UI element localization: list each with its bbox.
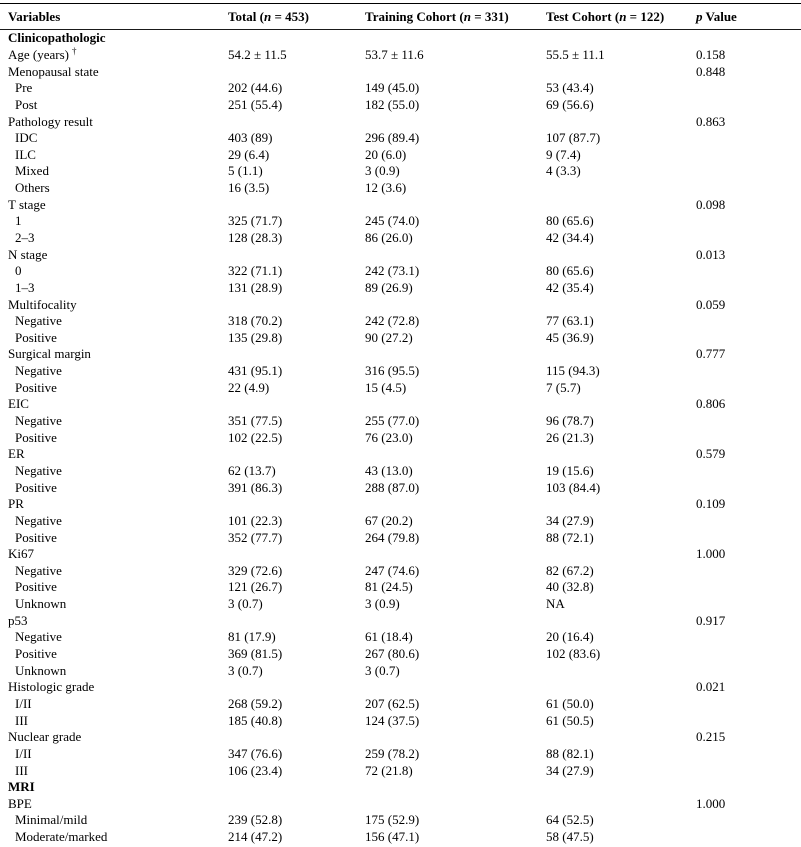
variable-cell [0, 197, 228, 213]
variable-cell [0, 346, 228, 362]
variable-cell [0, 47, 228, 63]
variable-cell [0, 629, 228, 645]
variable-cell [0, 613, 228, 629]
variable-label: III [15, 762, 28, 778]
training-cohort-cell: 242 (72.8) [365, 313, 420, 329]
table-row [0, 230, 801, 247]
table-row [0, 379, 801, 396]
test-cohort-cell: 107 (87.7) [546, 130, 601, 146]
training-cohort-cell: 255 (77.0) [365, 413, 420, 429]
variable-cell [0, 812, 228, 828]
variable-label: Ki67 [8, 546, 34, 562]
test-cohort-cell: 53 (43.4) [546, 80, 594, 96]
variable-label: I/II [15, 745, 32, 761]
training-cohort-cell: 53.7 ± 11.6 [365, 46, 424, 62]
table-row [0, 496, 801, 513]
training-cohort-cell: 3 (0.9) [365, 163, 400, 179]
test-cohort-cell: 34 (27.9) [546, 512, 594, 528]
variable-cell [0, 563, 228, 579]
total-cell: 347 (76.6) [228, 745, 283, 761]
variable-label: Negative [15, 313, 62, 329]
table-row [0, 30, 801, 47]
total-cell: 351 (77.5) [228, 413, 283, 429]
variable-cell [0, 313, 228, 329]
training-cohort-cell: 259 (78.2) [365, 745, 420, 761]
variable-label: Negative [15, 512, 62, 528]
variable-cell [0, 430, 228, 446]
variable-cell [0, 480, 228, 496]
variable-cell [0, 163, 228, 179]
p-value-cell: 0.917 [696, 612, 726, 628]
column-header-p-value [696, 9, 801, 25]
table-row [0, 662, 801, 679]
training-cohort-cell: 86 (26.0) [365, 230, 413, 245]
p-value-cell: 0.863 [696, 113, 726, 129]
variable-label: T stage [8, 196, 46, 212]
test-cohort-cell: 45 (36.9) [546, 329, 594, 345]
variable-cell [0, 446, 228, 462]
variable-cell [0, 297, 228, 313]
test-cohort-cell: 7 (5.7) [546, 379, 581, 395]
p-value-cell: 0.848 [696, 63, 726, 79]
p-value-cell: 0.806 [696, 396, 726, 412]
training-cohort-cell: 61 (18.4) [365, 629, 413, 645]
table-row [0, 280, 801, 297]
test-cohort-cell: 64 (52.5) [546, 812, 594, 828]
variable-cell [0, 280, 228, 296]
total-cell: 135 (29.8) [228, 329, 283, 345]
training-cohort-cell: 182 (55.0) [365, 96, 420, 112]
training-cohort-cell: 90 (27.2) [365, 329, 413, 345]
training-cohort-cell: 12 (3.6) [365, 180, 407, 196]
table-row [0, 779, 801, 796]
total-cell: 22 (4.9) [228, 379, 270, 395]
test-cohort-cell: 115 (94.3) [546, 363, 600, 379]
variable-label: 0 [15, 263, 22, 279]
variable-cell [0, 829, 228, 845]
total-cell: 369 (81.5) [228, 646, 283, 662]
table-row [0, 213, 801, 230]
variable-cell [0, 213, 228, 229]
table-row [0, 330, 801, 347]
training-cohort-cell: 43 (13.0) [365, 462, 413, 478]
p-value-cell: 1.000 [696, 546, 726, 562]
table-row [0, 313, 801, 330]
variable-cell [0, 30, 228, 46]
p-value-cell: 0.098 [696, 196, 726, 212]
variable-cell [0, 729, 228, 745]
training-cohort-cell: 242 (73.1) [365, 263, 420, 279]
variable-cell [0, 180, 228, 196]
table-row [0, 130, 801, 147]
training-cohort-cell: 67 (20.2) [365, 512, 413, 528]
column-header-total [228, 9, 365, 25]
table-row [0, 363, 801, 380]
table-row [0, 413, 801, 430]
training-cohort-cell: 245 (74.0) [365, 213, 420, 229]
variable-cell [0, 546, 228, 562]
total-cell: 101 (22.3) [228, 512, 283, 528]
training-cohort-cell: 20 (6.0) [365, 146, 407, 162]
table-row [0, 829, 801, 846]
test-cohort-cell: 77 (63.1) [546, 313, 594, 329]
variable-cell [0, 263, 228, 279]
total-cell: 391 (86.3) [228, 479, 283, 495]
test-cohort-cell: 4 (3.3) [546, 163, 581, 179]
test-cohort-cell: 34 (27.9) [546, 762, 594, 778]
test-cohort-cell: 26 (21.3) [546, 429, 594, 445]
variable-cell [0, 463, 228, 479]
table-row [0, 762, 801, 779]
table-row [0, 579, 801, 596]
variable-label: Minimal/mild [15, 812, 88, 828]
table-row [0, 529, 801, 546]
column-header-variables [0, 9, 228, 25]
variable-label: PR [8, 496, 24, 512]
table-header-row [0, 3, 801, 30]
variable-cell [0, 513, 228, 529]
variable-label: Clinicopathologic [8, 30, 106, 46]
table-row [0, 513, 801, 530]
variable-label: BPE [8, 795, 32, 811]
total-cell: 268 (59.2) [228, 695, 283, 711]
total-cell: 214 (47.2) [228, 829, 283, 845]
variable-label: Post [15, 96, 38, 112]
variable-label: p53 [8, 612, 28, 628]
table-row [0, 546, 801, 563]
table-row [0, 346, 801, 363]
column-header-text: = 453) [271, 8, 309, 24]
table-row [0, 646, 801, 663]
variable-cell [0, 746, 228, 762]
variable-label: Mixed [15, 163, 49, 179]
p-value-cell: 0.215 [696, 729, 726, 745]
training-cohort-cell: 207 (62.5) [365, 695, 420, 711]
table-row [0, 246, 801, 263]
variable-label: Positive [15, 529, 57, 545]
table-row [0, 563, 801, 580]
total-cell: 131 (28.9) [228, 279, 283, 295]
variable-cell [0, 663, 228, 679]
column-header-training-cohort [365, 9, 546, 25]
table-row [0, 63, 801, 80]
total-cell: 128 (28.3) [228, 230, 283, 245]
variable-cell [0, 763, 228, 779]
training-cohort-cell: 72 (21.8) [365, 762, 413, 778]
dagger-footnote-marker: † [72, 45, 77, 56]
training-cohort-cell: 175 (52.9) [365, 812, 420, 828]
table-row [0, 113, 801, 130]
variable-label: Nuclear grade [8, 729, 82, 745]
table-row [0, 729, 801, 746]
table-row [0, 629, 801, 646]
variable-label: 2–3 [15, 230, 35, 245]
training-cohort-cell: 76 (23.0) [365, 429, 413, 445]
variable-label: MRI [8, 779, 35, 795]
table-row [0, 812, 801, 829]
training-cohort-cell: 3 (0.7) [365, 662, 400, 678]
training-cohort-cell: 288 (87.0) [365, 479, 420, 495]
variable-label: Moderate/marked [15, 829, 108, 845]
training-cohort-cell: 89 (26.9) [365, 279, 413, 295]
table-row [0, 146, 801, 163]
test-cohort-cell: 61 (50.5) [546, 712, 594, 728]
training-cohort-cell: 156 (47.1) [365, 829, 420, 845]
variable-cell [0, 330, 228, 346]
total-cell: 251 (55.4) [228, 96, 283, 112]
variable-label: Positive [15, 579, 57, 595]
variable-cell [0, 380, 228, 396]
variable-cell [0, 596, 228, 612]
table-row [0, 746, 801, 763]
variable-label: EIC [8, 396, 29, 412]
variable-label: 1 [15, 213, 22, 229]
variable-cell [0, 679, 228, 695]
variable-cell [0, 496, 228, 512]
test-cohort-cell: 82 (67.2) [546, 562, 594, 578]
column-header-text: Total ( [228, 8, 264, 24]
table-row [0, 596, 801, 613]
test-cohort-cell: 102 (83.6) [546, 646, 601, 662]
test-cohort-cell: 69 (56.6) [546, 96, 594, 112]
table-row [0, 795, 801, 812]
table-row [0, 97, 801, 114]
p-value-cell: 0.021 [696, 679, 726, 695]
total-cell: 54.2 ± 11.5 [228, 46, 287, 62]
test-cohort-cell: 19 (15.6) [546, 462, 594, 478]
variable-label: Histologic grade [8, 679, 95, 695]
italic-n-symbol: n [463, 8, 471, 24]
training-cohort-cell: 296 (89.4) [365, 130, 420, 146]
variable-cell [0, 147, 228, 163]
training-cohort-cell: 81 (24.5) [365, 579, 413, 595]
test-cohort-cell: 80 (65.6) [546, 213, 594, 229]
p-value-cell: 0.109 [696, 496, 726, 512]
test-cohort-cell: 9 (7.4) [546, 146, 581, 162]
variable-label: Pathology result [8, 113, 93, 129]
total-cell: 403 (89) [228, 130, 273, 146]
column-header-text: Variables [8, 8, 61, 24]
variable-label: Others [15, 180, 50, 196]
variable-cell [0, 80, 228, 96]
training-cohort-cell: 3 (0.9) [365, 596, 400, 612]
total-cell: 202 (44.6) [228, 80, 283, 96]
test-cohort-cell: 40 (32.8) [546, 579, 594, 595]
variable-cell [0, 230, 228, 246]
variable-cell [0, 530, 228, 546]
variable-label: Negative [15, 363, 62, 379]
training-cohort-cell: 15 (4.5) [365, 379, 407, 395]
variable-label: Positive [15, 429, 57, 445]
variable-cell [0, 713, 228, 729]
italic-n-symbol: n [619, 8, 627, 24]
test-cohort-cell: 58 (47.5) [546, 829, 594, 845]
variable-label: Negative [15, 413, 62, 429]
table-row [0, 446, 801, 463]
test-cohort-cell: 103 (84.4) [546, 479, 601, 495]
total-cell: 29 (6.4) [228, 146, 270, 162]
test-cohort-cell: 96 (78.7) [546, 413, 594, 429]
variable-cell [0, 646, 228, 662]
variable-label: Negative [15, 629, 62, 645]
total-cell: 329 (72.6) [228, 562, 283, 578]
table-row [0, 479, 801, 496]
variable-cell [0, 247, 228, 263]
table-row [0, 463, 801, 480]
test-cohort-cell: 20 (16.4) [546, 629, 594, 645]
variable-label: Positive [15, 479, 57, 495]
variable-label: Positive [15, 379, 57, 395]
variable-label: III [15, 712, 28, 728]
training-cohort-cell: 267 (80.6) [365, 646, 420, 662]
variable-label: Positive [15, 646, 57, 662]
variable-cell [0, 130, 228, 146]
variable-cell [0, 64, 228, 80]
variable-label: Unknown [15, 596, 67, 612]
variable-label: I/II [15, 695, 32, 711]
total-cell: 185 (40.8) [228, 712, 283, 728]
total-cell: 352 (77.7) [228, 529, 283, 545]
p-value-cell: 0.059 [696, 296, 726, 312]
table-row [0, 679, 801, 696]
total-cell: 121 (26.7) [228, 579, 283, 595]
variable-label: Age (years) [8, 46, 69, 62]
variable-label: Negative [15, 562, 62, 578]
variable-label: Negative [15, 462, 62, 478]
p-value-cell: 0.777 [696, 346, 726, 362]
variable-cell [0, 363, 228, 379]
variable-label: N stage [8, 246, 48, 262]
variable-cell [0, 579, 228, 595]
variable-label: IDC [15, 130, 38, 146]
italic-p-symbol: p [696, 8, 703, 24]
variable-label: ER [8, 446, 25, 462]
variable-cell [0, 97, 228, 113]
table-row [0, 163, 801, 180]
p-value-cell: 1.000 [696, 795, 726, 811]
variable-cell [0, 696, 228, 712]
column-header-text: Test Cohort ( [546, 8, 620, 24]
column-header-text: Value [702, 8, 737, 24]
table-row [0, 263, 801, 280]
table-row [0, 612, 801, 629]
variable-label: Positive [15, 329, 57, 345]
variable-cell [0, 796, 228, 812]
table-body [0, 30, 801, 845]
column-header-text: Training Cohort ( [365, 8, 464, 24]
total-cell: 318 (70.2) [228, 313, 283, 329]
test-cohort-cell: 88 (72.1) [546, 529, 594, 545]
test-cohort-cell: 61 (50.0) [546, 695, 594, 711]
total-cell: 62 (13.7) [228, 462, 276, 478]
test-cohort-cell: 42 (35.4) [546, 279, 594, 295]
table-row [0, 196, 801, 213]
test-cohort-cell: 88 (82.1) [546, 745, 594, 761]
variable-label: Unknown [15, 662, 67, 678]
variable-cell [0, 396, 228, 412]
variable-cell [0, 413, 228, 429]
variable-label: Multifocality [8, 296, 77, 312]
table-row [0, 396, 801, 413]
variable-label: Surgical margin [8, 346, 91, 362]
total-cell: 102 (22.5) [228, 429, 283, 445]
table-row [0, 180, 801, 197]
column-header-test-cohort [546, 9, 696, 25]
column-header-text: = 331) [470, 8, 509, 24]
training-cohort-cell: 316 (95.5) [365, 363, 420, 379]
table-row [0, 696, 801, 713]
training-cohort-cell: 264 (79.8) [365, 529, 420, 545]
total-cell: 239 (52.8) [228, 812, 283, 828]
total-cell: 431 (95.1) [228, 363, 283, 379]
total-cell: 106 (23.4) [228, 762, 283, 778]
total-cell: 3 (0.7) [228, 596, 263, 612]
training-cohort-cell: 149 (45.0) [365, 80, 420, 96]
test-cohort-cell: 55.5 ± 11.1 [546, 46, 605, 62]
table-row [0, 712, 801, 729]
total-cell: 325 (71.7) [228, 213, 283, 229]
p-value-cell: 0.158 [696, 46, 726, 62]
total-cell: 322 (71.1) [228, 263, 283, 279]
training-cohort-cell: 124 (37.5) [365, 712, 420, 728]
test-cohort-cell: 80 (65.6) [546, 263, 594, 279]
total-cell: 3 (0.7) [228, 662, 263, 678]
table-row [0, 80, 801, 97]
variable-label: ILC [15, 146, 36, 162]
table-row [0, 429, 801, 446]
training-cohort-cell: 247 (74.6) [365, 562, 420, 578]
table-row [0, 296, 801, 313]
variable-label: 1–3 [15, 279, 35, 295]
total-cell: 81 (17.9) [228, 629, 276, 645]
table-row [0, 47, 801, 64]
test-cohort-cell: 42 (34.4) [546, 230, 594, 245]
variable-label: Pre [15, 80, 33, 96]
variable-cell [0, 779, 228, 795]
total-cell: 16 (3.5) [228, 180, 270, 196]
test-cohort-cell: NA [546, 596, 565, 612]
p-value-cell: 0.013 [696, 246, 726, 262]
variable-label: Menopausal state [8, 63, 99, 79]
total-cell: 5 (1.1) [228, 163, 263, 179]
p-value-cell: 0.579 [696, 446, 726, 462]
italic-n-symbol: n [264, 8, 272, 24]
column-header-text: = 122) [626, 8, 665, 24]
variable-cell [0, 114, 228, 130]
